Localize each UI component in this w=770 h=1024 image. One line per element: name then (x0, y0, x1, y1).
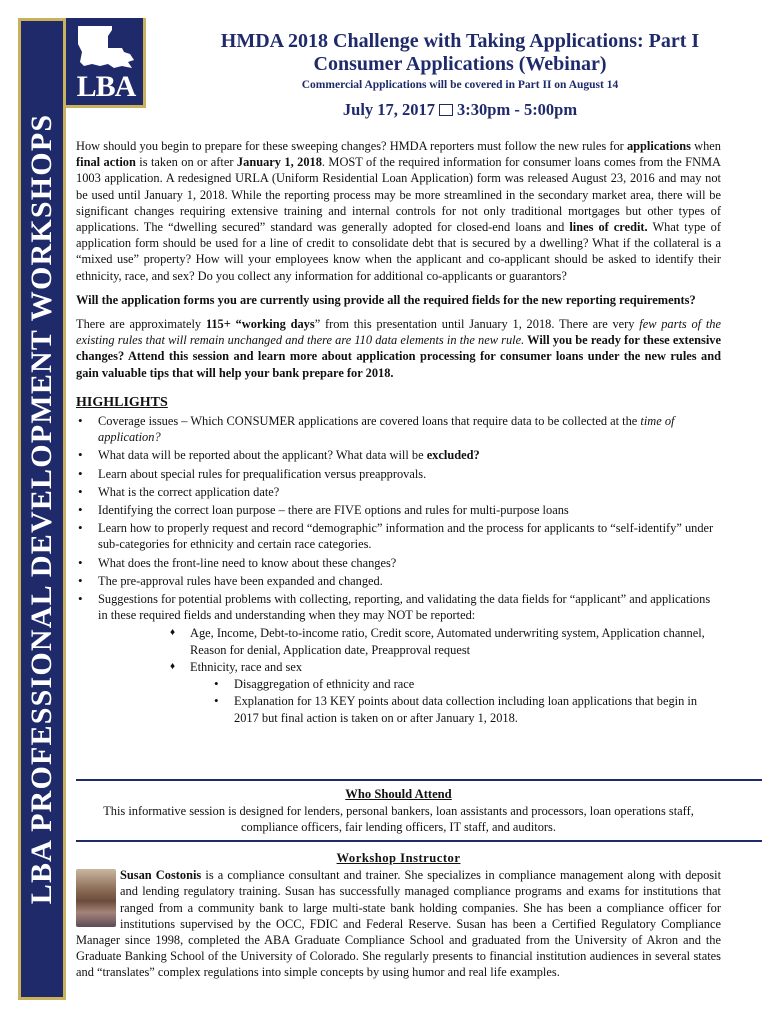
highlights-heading: HIGHLIGHTS (76, 394, 168, 410)
instructor-name: Susan Costonis (120, 868, 202, 883)
list-item: • Learn how to properly request and record “demographic” information and the process for applicants to “self-identify” under sub-categories for ethnicity and certain race categories. (76, 520, 721, 552)
sub-list-item: ♦ Age, Income, Debt-to-income ratio, Credit score, Automated underwriting system, Application channel, Reason for denial, Application date, Preapproval request (168, 625, 721, 657)
divider (76, 779, 762, 781)
list-item: • Suggestions for potential problems with collecting, reporting, and validating the data fields for “applicant” and applications in these required fields and understanding when they may NOT be reported: ♦ Age, Income, Debt-to-income ratio, Credit score, Automated underwriting system, Application channel, Reason for denial, Application date, Preapproval request ♦ Ethnicity, race and sex • Disaggregation of ethnicity and race • Explanation for 13 KEY points about data collection including loan applications that begin in 2017 but final action is taken on or after January 1, 2018. (76, 591, 721, 726)
calendar-icon (439, 104, 453, 116)
workshop-instructor (76, 850, 721, 981)
list-item: • Identifying the correct loan purpose – there are FIVE options and rules for multi-purpose loans (76, 502, 721, 518)
highlights-list (76, 413, 721, 726)
list-item: • What is the correct application date? (76, 484, 721, 500)
who-should-attend (76, 786, 721, 835)
instructor-heading: Workshop Instructor (336, 851, 461, 865)
sub-sub-list-item: • Disaggregation of ethnicity and race (212, 676, 721, 692)
intro-paragraph-2: Will the application forms you are currently using provide all the required fields for the new reporting requirements? (76, 292, 696, 307)
instructor-bio: Susan Costonis is a compliance consultant and trainer. She specializes in compliance management along with deposit and lending regulatory training. Susan has successfully managed compliance programs and exams for institutions that ranged from a community bank to large multi-state bank holding companies. She has been a compliance officer for institutions supervised by the OCC, FDIC and Federal Reserve. Susan has been a Certified Regulatory Compliance Manager since 1998, completed the ABA Graduate Compliance School and graduated from the University of Akron and the Graduate Banking School of the University of Colorado. She regularly presents to financial institution audiences in several states and “translates” complex regulations into simple concepts by using humor and real life examples. (76, 868, 722, 980)
louisiana-map-icon (72, 22, 140, 72)
logo-text: LBA (76, 70, 136, 103)
who-text: This informative session is designed for lenders, personal bankers, loan assistants and processors, loan operations staff, compliance officers, fair lending officers, IT staff, and auditors. (103, 804, 694, 834)
list-item: • What does the front-line need to know about these changes? (76, 555, 721, 571)
title-line-1: HMDA 2018 Challenge with Taking Applications: Part I (220, 30, 700, 52)
divider (76, 840, 762, 842)
event-date: July 17, 2017 (342, 100, 436, 119)
header (160, 30, 760, 120)
sub-list (98, 625, 721, 725)
instructor-photo (76, 869, 116, 927)
sub-sub-list-item: • Explanation for 13 KEY points about data collection including loan applications that begin in 2017 but final action is taken on or after January 1, 2018. (212, 693, 721, 725)
sub-list-item: ♦ Ethnicity, race and sex • Disaggregation of ethnicity and race • Explanation for 13 KEY points about data collection including loan applications that begin in 2017 but final action is taken on or after January 1, 2018. (168, 659, 721, 726)
title-line-2: Consumer Applications (Webinar) (313, 53, 607, 75)
list-item: • The pre-approval rules have been expanded and changed. (76, 573, 721, 589)
side-banner-text: LBA PROFESSIONAL DEVELOPMENT WORKSHOPS (25, 113, 58, 905)
list-item: • Coverage issues – Which CONSUMER applications are covered loans that require data to be collected at the time of application? (76, 413, 721, 445)
who-heading: Who Should Attend (345, 787, 452, 801)
main-content (76, 138, 721, 728)
date-line (160, 100, 760, 120)
header-subnote: Commercial Applications will be covered in Part II on August 14 (301, 79, 619, 91)
intro-paragraph-1: How should you begin to prepare for these sweeping changes? HMDA reporters must follow the new rules for applications when final action is taken on or after January 1, 2018. MOST of the required information for consumer loans comes from the FNMA 1003 application. A redesigned URLA (Uniform Residential Loan Application) form was released August 23, 2016 and may not be used until January 1, 2018. While the reporting process may be more streamlined in the secondary market area, there will be significant changes requiring extensive training and internal controls for not only traditional mortgages but other types of applications. The “dwelling secured” standard was generally adopted for closed-end loans and lines of credit. What type of application form should be used for a line of credit to consolidate debt that is secured by a dwelling? What if the collateral is a “mixed use” property? How will your employees know when the applicant and co-applicant should be asked to identify their ethnicity, race, and sex? Do you collect any information for additional co-applicants or guarantors? (76, 139, 721, 283)
sub-sub-list (190, 676, 721, 726)
intro-paragraph-3: There are approximately 115+ “working days” from this presentation until January 1, 2018. There are very few parts of the existing rules that will remain unchanged and there are 110 data elements in the new rule. Will you be ready for these extensive changes? Attend this session and learn more about application processing for consumer loans under the new rules and gain valuable tips that will help your bank prepare for 2018. (76, 317, 722, 380)
list-item: • Learn about special rules for prequalification versus preapprovals. (76, 466, 721, 482)
list-item: • What data will be reported about the applicant? What data will be excluded? (76, 447, 721, 463)
event-time: 3:30pm - 5:00pm (457, 100, 578, 119)
lba-logo (66, 18, 146, 108)
